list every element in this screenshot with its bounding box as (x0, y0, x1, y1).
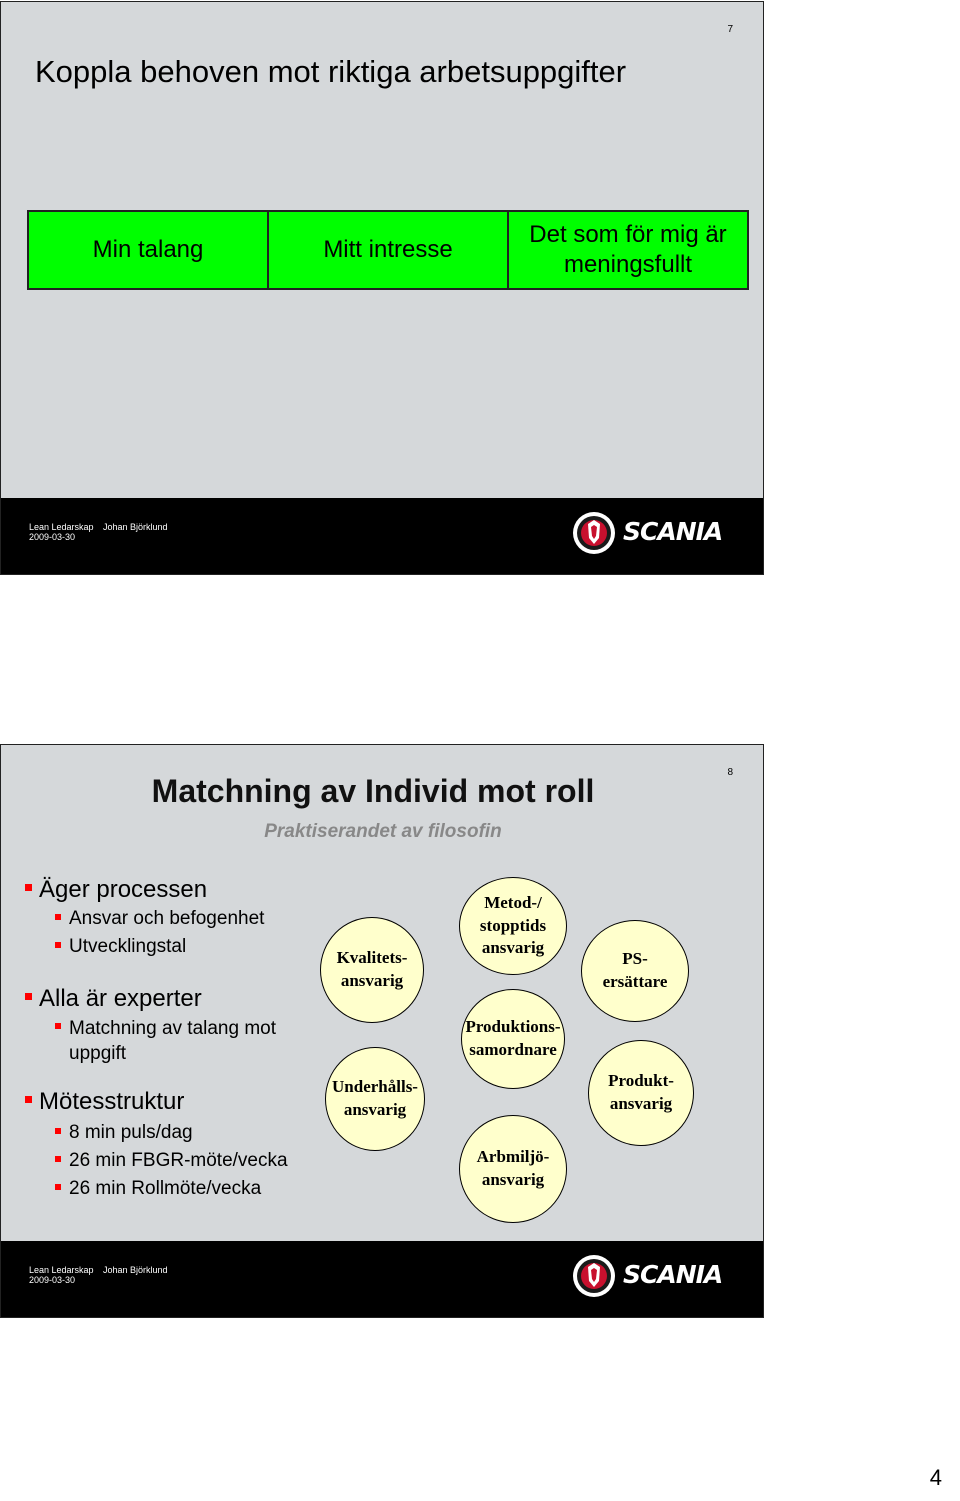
box-mitt-intresse: Mitt intresse (269, 212, 509, 288)
slide-number: 7 (727, 24, 733, 35)
bullet-item: 8 min puls/dag (25, 1122, 288, 1144)
scania-griffin-emblem-icon (571, 508, 617, 558)
slide-title: Koppla behoven mot riktiga arbetsuppgifter (35, 54, 627, 89)
bullet-heading: Äger processen (25, 876, 264, 904)
footer-author: Johan Björklund (103, 522, 168, 532)
role-arbmiljoansvarig (459, 1115, 567, 1223)
page-number: 4 (929, 1465, 942, 1490)
scania-logo (571, 508, 741, 558)
footer-date: 2009-03-30 (29, 532, 76, 542)
role-label: Produkt- ansvarig (608, 1071, 674, 1113)
slide-footer (1, 498, 763, 574)
slide-subtitle: Praktiserandet av filosofin (264, 821, 502, 842)
scania-wordmark: SCANIA (623, 1260, 723, 1289)
footer-author: Johan Björklund (103, 1265, 168, 1275)
box-meningsfullt-label: Det som för mig är meningsfullt (529, 221, 727, 278)
box-min-talang: Min talang (29, 212, 269, 288)
role-label: Produktions- samordnare (465, 1017, 561, 1059)
slide-title: Matchning av Individ mot roll (151, 773, 595, 809)
role-metod-stopptidsansvarig (459, 877, 567, 975)
slide-8 (0, 744, 764, 1318)
slide-number: 8 (727, 767, 733, 778)
role-produktionssamordnare (461, 989, 565, 1089)
role-label: Underhålls- ansvarig (332, 1077, 418, 1119)
bullet-item: Matchning av talang mot uppgift (25, 1017, 309, 1066)
role-label: Metod-/ stopptids ansvarig (479, 892, 547, 958)
bullet-section-process (25, 876, 264, 958)
bullet-item: Utvecklingstal (25, 936, 264, 958)
slide-footer (1, 1241, 763, 1317)
scania-wordmark: SCANIA (623, 517, 723, 546)
role-label: Arbmiljö- ansvarig (476, 1147, 550, 1189)
footer-date: 2009-03-30 (29, 1275, 76, 1285)
role-label: PS- ersättare (602, 949, 668, 991)
bullet-heading: Alla är experter (25, 985, 309, 1013)
slide-7 (0, 1, 764, 575)
bullet-item: 26 min Rollmöte/vecka (25, 1178, 288, 1200)
bullet-section-experts (25, 985, 309, 1066)
role-ps-ersattare (581, 920, 689, 1022)
box-meningsfullt (509, 212, 747, 288)
role-kvalitetsansvarig (320, 917, 424, 1023)
bullet-section-meetings (25, 1088, 288, 1200)
bullet-heading: Mötesstruktur (25, 1088, 288, 1116)
footer-course: Lean Ledarskap (29, 522, 94, 532)
scania-logo (571, 1251, 741, 1301)
needs-row (27, 210, 749, 290)
role-produktansvarig (588, 1040, 694, 1146)
role-label: Kvalitets- ansvarig (336, 948, 408, 990)
bullet-item: Ansvar och befogenhet (25, 908, 264, 930)
footer-course: Lean Ledarskap (29, 1265, 94, 1275)
role-underhallsansvarig (325, 1047, 425, 1151)
scania-griffin-emblem-icon (571, 1251, 617, 1301)
bullet-item: 26 min FBGR-möte/vecka (25, 1150, 288, 1172)
